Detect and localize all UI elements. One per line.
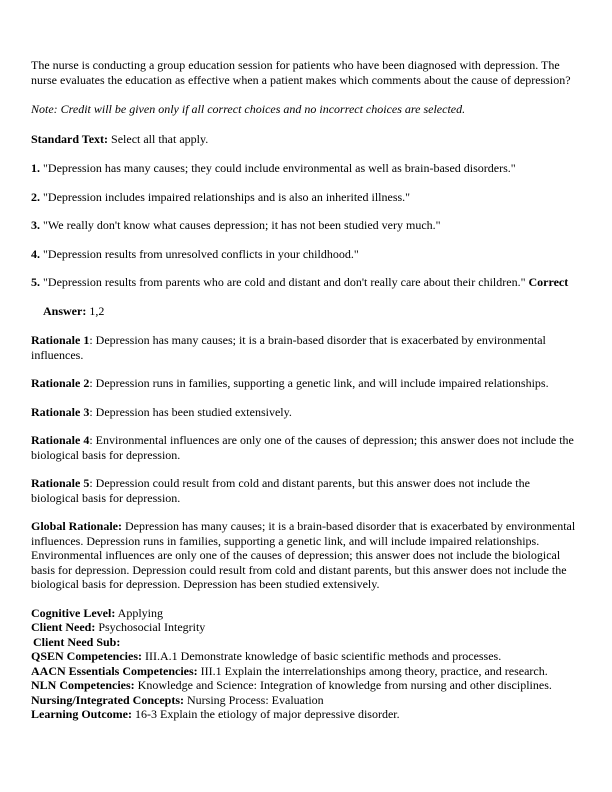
rationale-text: : Depression has many causes; it is a brain-based disorder that is exacerbated by environmental influences. (31, 333, 546, 362)
global-rationale-text: Depression has many causes; it is a brain-based disorder that is exacerbated by environmental influences. Depression runs in families, supporting a genetic link, and will include impaired relationships. Environmental influences are only one of the causes of depression; this answer does not include the biological basis for depression. Depression could result from cold and distant parents, but this answer does not include the biological basis for depression. Depression has been studied extensively. (31, 519, 576, 591)
rationale-4 (31, 433, 576, 462)
rationale-label: Rationale 2 (31, 376, 90, 390)
nursing-concepts-label: Nursing/Integrated Concepts: (31, 692, 184, 707)
standard-text-label: Standard Text: (31, 131, 109, 146)
standard-text-value: Select all that apply. (111, 131, 209, 146)
question-metadata (31, 606, 576, 722)
rationale-text: : Environmental influences are only one of the causes of depression; this answer does not include the biological basis for depression. (31, 433, 574, 462)
answer-value: 1,2 (89, 303, 105, 318)
nln-competencies (31, 678, 576, 693)
choice-text: "Depression includes impaired relationships and is also an inherited illness." (43, 189, 411, 204)
learning-outcome (31, 707, 576, 722)
global-rationale (31, 519, 576, 592)
rationale-1 (31, 333, 576, 362)
rationale-text: : Depression runs in families, supporting a genetic link, and will include impaired relationships. (89, 376, 549, 390)
aacn-label: AACN Essentials Competencies: (31, 663, 198, 678)
client-need-sub (31, 635, 576, 650)
rationale-text: : Depression has been studied extensively. (89, 404, 292, 419)
choice-number: 5. (31, 275, 40, 289)
choice-text: "Depression results from unresolved conflicts in your childhood." (43, 246, 359, 261)
learning-outcome-label: Learning Outcome: (31, 707, 132, 721)
nursing-integrated-concepts (31, 693, 576, 708)
rationale-label: Rationale 3 (31, 404, 90, 419)
global-rationale-label: Global Rationale: (31, 519, 123, 533)
client-need-label: Client Need: (31, 620, 96, 634)
choice-number: 2. (31, 189, 40, 204)
client-need-value: Psychosocial Integrity (98, 620, 206, 634)
choice-3 (31, 218, 576, 233)
rationale-label: Rationale 4 (31, 433, 90, 447)
rationale-5 (31, 476, 576, 505)
standard-text (31, 132, 576, 147)
cognitive-level (31, 606, 576, 621)
document-page (31, 58, 576, 722)
nursing-concepts-value: Nursing Process: Evaluation (187, 692, 324, 707)
learning-outcome-value: 16-3 Explain the etiology of major depressive disorder. (135, 707, 400, 721)
question-stem: The nurse is conducting a group education session for patients who have been diagnosed with depression. The nurse evaluates the education as effective when a patient makes which comments about the cause of depression? (31, 58, 571, 87)
choice-1 (31, 161, 576, 176)
rationale-3 (31, 405, 576, 420)
choice-number: 4. (31, 246, 40, 261)
choice-text: "Depression has many causes; they could include environmental as well as brain-based disorders." (43, 161, 516, 175)
answer (43, 304, 576, 319)
client-need (31, 620, 576, 635)
choice-5 (31, 275, 576, 290)
aacn-value: III.1 Explain the interrelationships among theory, practice, and research. (200, 663, 548, 678)
cognitive-level-value: Applying (117, 605, 164, 620)
choice-text: "We really don't know what causes depression; it has not been studied very much." (43, 218, 441, 232)
rationale-2 (31, 376, 576, 391)
nln-value: Knowledge and Science: Integration of knowledge from nursing and other disciplines. (137, 678, 552, 692)
choice-number: 3. (31, 218, 40, 232)
nln-label: NLN Competencies: (31, 678, 135, 692)
choice-4 (31, 247, 576, 262)
aacn-competencies (31, 664, 576, 679)
scoring-note: Note: Credit will be given only if all correct choices and no incorrect choices are selected. (31, 102, 466, 116)
correct-label: Correct (528, 275, 569, 289)
rationale-label: Rationale 1 (31, 333, 90, 347)
qsen-competencies (31, 649, 576, 664)
qsen-label: QSEN Competencies: (31, 649, 142, 663)
answer-label: Answer: (43, 303, 87, 318)
qsen-value: III.A.1 Demonstrate knowledge of basic scientific methods and processes. (145, 649, 502, 663)
rationale-label: Rationale 5 (31, 476, 90, 490)
choice-number: 1. (31, 161, 40, 175)
cognitive-level-label: Cognitive Level: (31, 605, 116, 620)
client-need-sub-label: Client Need Sub: (33, 634, 121, 649)
choice-text: "Depression results from parents who are cold and distant and don't really care about their children." (43, 275, 526, 289)
rationale-text: : Depression could result from cold and distant parents, but this answer does not include the biological basis for depression. (31, 476, 530, 505)
choice-2 (31, 190, 576, 205)
